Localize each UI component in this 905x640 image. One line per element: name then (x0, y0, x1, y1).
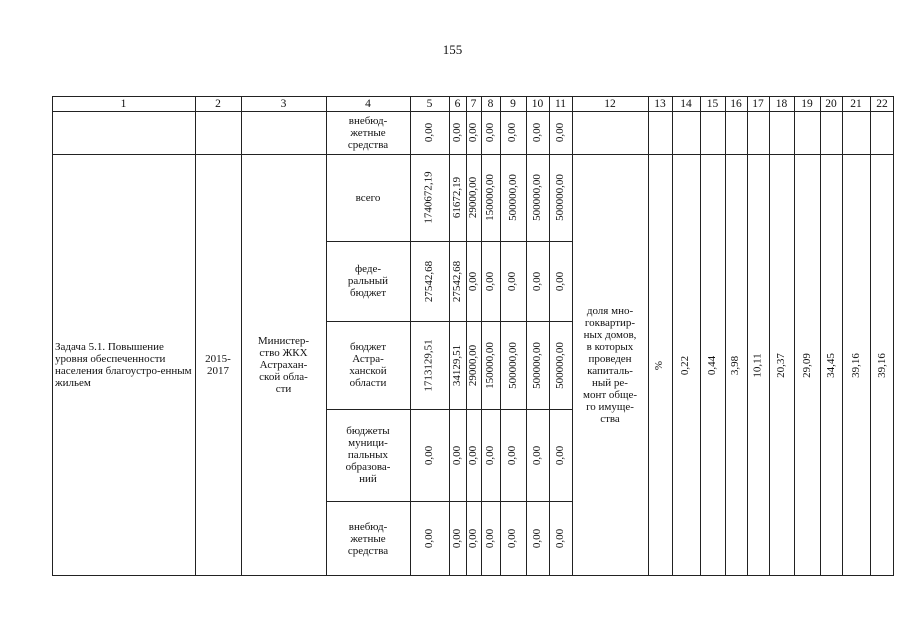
source-value (549, 154, 572, 241)
source-value (449, 154, 466, 241)
source-value (466, 154, 481, 241)
header-cell-5: 5 (426, 98, 433, 110)
indicator-value (747, 154, 769, 576)
source-value-text: 150000,00 (484, 341, 496, 389)
top-row-value (449, 111, 466, 154)
header-cell-16: 16 (730, 98, 742, 110)
indicator-value (769, 154, 794, 576)
top-row-value (500, 111, 526, 154)
header-cell-18: 18 (775, 98, 788, 110)
indicator-value (842, 154, 870, 576)
unit (648, 154, 672, 576)
source-value-text: 0,00 (467, 528, 479, 549)
header-cell-9: 9 (510, 98, 516, 110)
source-value-text: 61672,19 (451, 176, 463, 219)
top-row-value-text: 0,00 (467, 122, 479, 143)
source-value (500, 241, 526, 321)
source-value (410, 241, 449, 321)
source-value (449, 241, 466, 321)
header-cell-1: 1 (120, 98, 127, 110)
source-value (466, 321, 481, 409)
source-value (500, 409, 526, 501)
header-cell-10: 10 (531, 98, 544, 110)
source-value-text: 0,00 (484, 528, 496, 549)
header-cell-8: 8 (487, 98, 494, 110)
source-value-text: 0,00 (531, 445, 543, 465)
top-row-value-text: 0,00 (484, 122, 496, 143)
source-value (549, 321, 572, 409)
header-cell-12: 12 (604, 98, 616, 110)
header-cell-2: 2 (215, 98, 221, 110)
source-value-text: 500000,00 (531, 341, 543, 389)
budget-table (52, 96, 894, 576)
source-value-text: 27542,68 (423, 260, 435, 302)
source-value (526, 154, 549, 241)
header-cell-13: 13 (654, 98, 666, 110)
top-row-value (481, 111, 500, 154)
source-value-text: 0,00 (554, 528, 566, 549)
indicator-value-text: 3,98 (729, 355, 742, 375)
source-value-text: 0,00 (484, 445, 496, 465)
source-value-text: 34129,51 (451, 344, 463, 386)
source-value (481, 501, 500, 576)
top-row-value-text: 0,00 (506, 122, 519, 143)
source-value-text: 0,00 (506, 271, 519, 291)
period: 2015- 2017 (205, 353, 231, 377)
source-value-text: 1740672,19 (423, 171, 435, 224)
source-value-text: 0,00 (467, 271, 479, 291)
source-value (549, 501, 572, 576)
header-cell-14: 14 (680, 98, 692, 110)
source-value-text: 0,00 (554, 271, 566, 291)
indicator-value-text: 34,45 (824, 352, 837, 378)
header-cell-17: 17 (752, 98, 764, 110)
indicator-value-text: 20,37 (775, 352, 787, 378)
top-row-value-text: 0,00 (554, 122, 566, 143)
source-value-text: 500000,00 (506, 174, 519, 221)
header-cell-21: 21 (850, 98, 862, 110)
executor: Министер- ство ЖКХ Астрахан- ской обла- сти (257, 335, 310, 395)
source-value (526, 321, 549, 409)
source-value-text: 500000,00 (531, 174, 543, 221)
source-value (449, 321, 466, 409)
source-value (549, 241, 572, 321)
indicator-value (794, 154, 820, 576)
top-row-value-text: 0,00 (423, 122, 435, 143)
indicator-value-text: 29,09 (800, 352, 813, 378)
source-value (410, 501, 449, 576)
indicator-value (672, 154, 700, 576)
header-cell-7: 7 (470, 98, 477, 110)
source-value (481, 321, 500, 409)
source-name: всего (355, 191, 381, 204)
source-value-text: 0,00 (484, 271, 496, 291)
source-name: внебюд- жетные средства (347, 520, 389, 557)
source-value (410, 154, 449, 241)
source-name: бюджет Астра- ханской области (349, 341, 387, 389)
source-value (549, 409, 572, 501)
source-value (500, 154, 526, 241)
source-value-text: 1713129,51 (423, 338, 435, 392)
header-cell-22: 22 (876, 98, 888, 110)
source-name: феде- ральный бюджет (347, 263, 389, 299)
source-value (481, 241, 500, 321)
source-value-text: 0,00 (467, 445, 479, 465)
unit-text: % (653, 360, 666, 370)
source-value (410, 321, 449, 409)
header-cell-19: 19 (801, 98, 813, 110)
indicator-value (870, 154, 894, 576)
top-row-value (466, 111, 481, 154)
top-row-value (410, 111, 449, 154)
indicator-value-text: 39,16 (875, 352, 888, 378)
source-value-text: 0,00 (423, 445, 435, 465)
indicator-value-text: 10,11 (751, 352, 764, 378)
source-value (526, 241, 549, 321)
header-cell-6: 6 (454, 98, 461, 110)
source-value (449, 409, 466, 501)
source-value-text: 0,00 (451, 528, 463, 549)
source-value-text: 150000,00 (484, 174, 496, 221)
source-value-text: 500000,00 (554, 341, 566, 389)
column-rule (572, 96, 573, 576)
source-value-text: 0,00 (554, 445, 566, 465)
source-value-text: 0,00 (531, 271, 543, 291)
header-cell-3: 3 (280, 98, 287, 110)
top-row-value (526, 111, 549, 154)
indicator-value (725, 154, 747, 576)
header-cell-11: 11 (554, 98, 567, 110)
header-cell-4: 4 (365, 98, 371, 110)
top-row-value-text: 0,00 (451, 122, 463, 143)
source-value (500, 321, 526, 409)
top-row-value (549, 111, 572, 154)
indicator-value-text: 0,44 (706, 355, 718, 375)
source-value (500, 501, 526, 576)
column-rule (52, 96, 53, 576)
source-value (466, 409, 481, 501)
source-value-text: 29000,00 (467, 176, 479, 219)
top-row-value-text: 0,00 (531, 122, 543, 143)
task-description: Задача 5.1. Повышение уровня обеспеченности населения благоустро-енным жильем (55, 341, 192, 389)
top-row-source: внебюд- жетные средства (347, 114, 389, 151)
source-name: бюджеты муници- пальных образова- ний (345, 425, 391, 485)
source-value (466, 241, 481, 321)
source-value (466, 501, 481, 576)
source-value-text: 0,00 (531, 528, 543, 549)
indicator-value-text: 39,16 (849, 352, 862, 378)
source-value (481, 154, 500, 241)
source-value-text: 0,00 (451, 445, 463, 465)
source-value (449, 501, 466, 576)
source-value-text: 29000,00 (467, 344, 479, 386)
header-cell-20: 20 (825, 98, 837, 110)
source-value-text: 0,00 (506, 528, 519, 549)
header-cell-15: 15 (706, 98, 719, 110)
indicator-value-text: 0,22 (679, 355, 692, 375)
indicator-value (820, 154, 842, 576)
source-value-text: 500000,00 (506, 341, 519, 389)
source-value (410, 409, 449, 501)
indicator-name: доля мно- гоквартир- ных домов, в которых проведен капиталь- ный ре- монт обще- го имуще- ства (582, 305, 638, 425)
source-value-text: 0,00 (506, 445, 519, 465)
indicator-value (700, 154, 725, 576)
source-value (481, 409, 500, 501)
source-value (526, 501, 549, 576)
source-value-text: 500000,00 (554, 174, 566, 221)
page-number: 155 (442, 42, 463, 57)
source-value-text: 27542,68 (451, 260, 463, 302)
source-value (526, 409, 549, 501)
source-value-text: 0,00 (423, 528, 435, 549)
